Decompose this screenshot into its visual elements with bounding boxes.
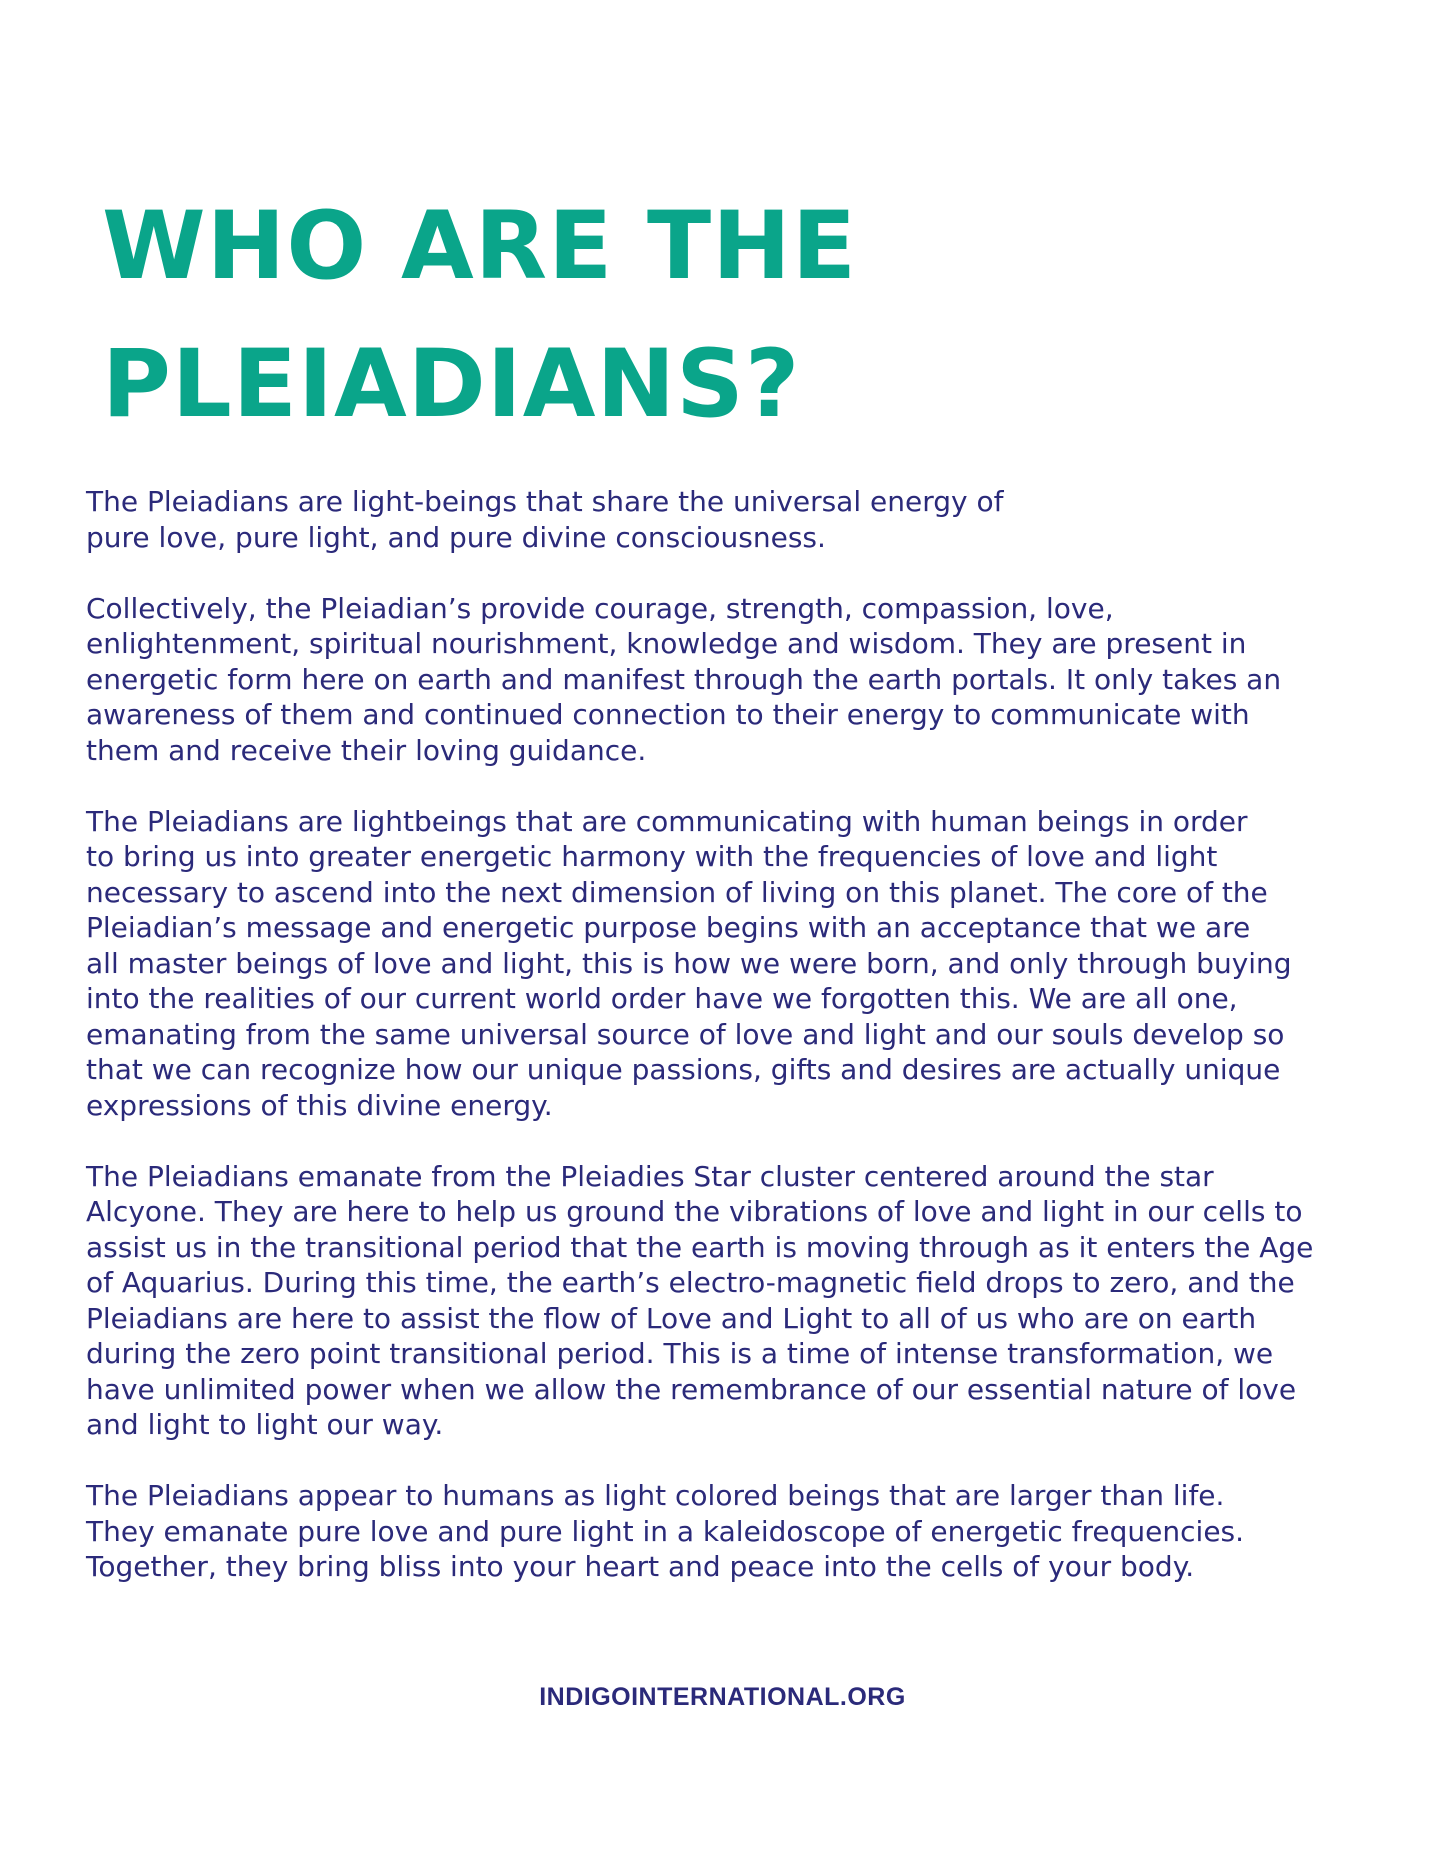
- paragraph-2: [86, 591, 1386, 769]
- paragraph-4: [86, 1159, 1386, 1443]
- text-line: assist us in the transitional period that the earth is moving through as it enters the Age: [86, 1230, 1314, 1264]
- text-line: The Pleiadians are lightbeings that are communicating with human beings in order: [86, 804, 1248, 838]
- text-line: necessary to ascend into the next dimension of living on this planet. The core of the: [86, 875, 1268, 909]
- text-line: all master beings of love and light, this is how we were born, and only through buying: [86, 946, 1292, 980]
- paragraph-3: [86, 804, 1386, 1124]
- text-line: expressions of this divine energy.: [86, 1088, 553, 1122]
- text-line: emanating from the same universal source of love and light and our souls develop so: [86, 1017, 1285, 1051]
- text-line: Pleiadians are here to assist the flow of Love and Light to all of us who are on earth: [86, 1301, 1257, 1335]
- text-line: and light to light our way.: [86, 1408, 444, 1441]
- footer-url[interactable]: INDIGOINTERNATIONAL.ORG: [539, 1683, 906, 1711]
- text-line: of Aquarius. During this time, the earth’s electro-magnetic field drops to zero, and the: [86, 1266, 1295, 1299]
- text-line: The Pleiadians appear to humans as light colored beings that are larger than life.: [86, 1479, 1225, 1512]
- text-line: to bring us into greater energetic harmony with the frequencies of love and light: [86, 840, 1218, 873]
- page-title: [102, 178, 1102, 454]
- text-line: Together, they bring bliss into your heart and peace into the cells of your body.: [86, 1550, 1195, 1583]
- text-line: into the realities of our current world order have we forgotten this. We are all one,: [86, 982, 1238, 1015]
- text-line: The Pleiadians are light-beings that share the universal energy of: [86, 485, 1004, 518]
- text-line: that we can recognize how our unique passions, gifts and desires are actually unique: [86, 1053, 1281, 1086]
- text-line: They emanate pure love and pure light in a kaleidoscope of energetic frequencies.: [86, 1514, 1245, 1548]
- paragraph-5: [86, 1478, 1386, 1585]
- text-line: during the zero point transitional period. This is a time of intense transformation, we: [86, 1337, 1274, 1370]
- body-text: [86, 484, 1386, 1620]
- text-line: Pleiadian’s message and energetic purpose begins with an acceptance that we are: [86, 911, 1251, 944]
- paragraph-1: [86, 484, 1386, 555]
- text-line: pure love, pure light, and pure divine consciousness.: [86, 520, 826, 554]
- text-line: Alcyone. They are here to help us ground the vibrations of love and light in our cells to: [86, 1195, 1303, 1228]
- text-line: them and receive their loving guidance.: [86, 733, 647, 767]
- title-line-2: PLEIADIANS?: [102, 330, 801, 439]
- text-line: have unlimited power when we allow the remembrance of our essential nature of love: [86, 1372, 1297, 1406]
- text-line: The Pleiadians emanate from the Pleiadies Star cluster centered around the star: [86, 1159, 1214, 1193]
- text-line: enlightenment, spiritual nourishment, knowledge and wisdom. They are present in: [86, 627, 1247, 660]
- text-line: awareness of them and continued connection to their energy to communicate with: [86, 698, 1250, 731]
- text-line: Collectively, the Pleiadian’s provide courage, strength, compassion, love,: [86, 591, 1114, 625]
- text-line: energetic form here on earth and manifest through the earth portals. It only takes an: [86, 662, 1282, 696]
- title-line-1: WHO ARE THE: [102, 192, 858, 301]
